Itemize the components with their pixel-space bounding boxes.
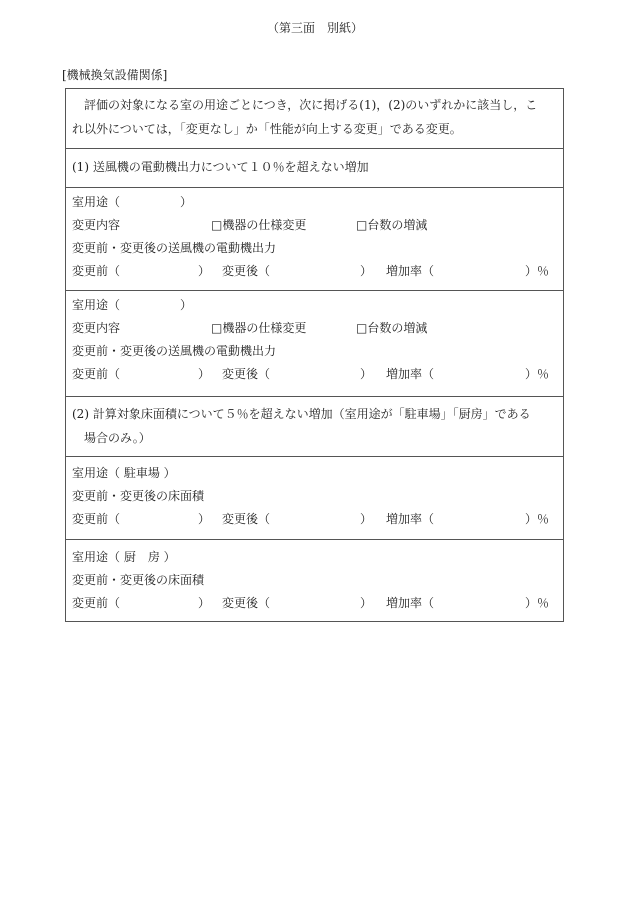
percent-suffix: ）％ — [525, 264, 550, 278]
paren: ） — [198, 367, 211, 381]
paren: ） — [360, 264, 373, 278]
page-title: （第三面 別紙） — [266, 21, 363, 35]
area-block-kitchen — [66, 539, 563, 621]
change-content-line — [72, 217, 552, 233]
change-content-label: 変更内容 — [72, 218, 121, 232]
paren: ） — [360, 596, 373, 610]
paren: ） — [198, 512, 211, 526]
sub-label: 変更前・変更後の送風機の電動機出力 — [72, 344, 277, 358]
form-table — [65, 88, 564, 622]
room-use-label: 室用途（ 厨 房 ） — [72, 550, 176, 564]
percent-suffix: ）％ — [525, 596, 550, 610]
before-field[interactable]: 変更前（ — [72, 596, 121, 610]
sub-label: 変更前・変更後の送風機の電動機出力 — [72, 241, 277, 255]
values-line — [72, 263, 552, 279]
room-use-field[interactable]: 室用途（ ） — [72, 195, 193, 209]
spec-change-checkbox[interactable]: □機器の仕様変更 — [211, 321, 307, 335]
area-block-parking — [66, 456, 563, 539]
after-field[interactable]: 変更後（ — [222, 264, 271, 278]
fan-block — [66, 187, 563, 290]
condition-1-text: (1) 送風機の電動機出力について１０％を超えない増加 — [72, 160, 369, 174]
condition-2-text: 場合のみ。） — [72, 431, 151, 445]
intro-line: 評価の対象になる室の用途ごとにつき，次に掲げる(1)，(2)のいずれかに該当し，こ — [72, 98, 538, 112]
percent-suffix: ）％ — [525, 367, 550, 381]
change-content-label: 変更内容 — [72, 321, 121, 335]
rate-field[interactable]: 増加率（ — [386, 264, 435, 278]
section-heading: [機械換気設備関係] — [62, 68, 168, 82]
paren: ） — [198, 264, 211, 278]
spec-change-checkbox[interactable]: □機器の仕様変更 — [211, 218, 307, 232]
unit-count-checkbox[interactable]: □台数の増減 — [356, 218, 428, 232]
unit-count-checkbox[interactable]: □台数の増減 — [356, 321, 428, 335]
before-field[interactable]: 変更前（ — [72, 264, 121, 278]
values-line — [72, 366, 552, 382]
after-field[interactable]: 変更後（ — [222, 596, 271, 610]
intro-line: れ以外については，「変更なし」か「性能が向上する変更」である変更。 — [72, 122, 462, 136]
condition-2-text: (2) 計算対象床面積について５％を超えない増加（室用途が「駐車場」「厨房」である — [72, 407, 531, 421]
change-content-line — [72, 320, 552, 336]
values-line — [72, 595, 552, 611]
after-field[interactable]: 変更後（ — [222, 367, 271, 381]
before-field[interactable]: 変更前（ — [72, 512, 121, 526]
paren: ） — [360, 512, 373, 526]
paren: ） — [360, 367, 373, 381]
sub-label: 変更前・変更後の床面積 — [72, 573, 205, 587]
intro-row — [66, 89, 563, 148]
condition-2-row — [66, 396, 563, 456]
paren: ） — [198, 596, 211, 610]
room-use-label: 室用途（ 駐車場 ） — [72, 466, 176, 480]
room-use-field[interactable]: 室用途（ ） — [72, 298, 193, 312]
rate-field[interactable]: 増加率（ — [386, 596, 435, 610]
condition-1-row — [66, 148, 563, 187]
values-line — [72, 511, 552, 527]
after-field[interactable]: 変更後（ — [222, 512, 271, 526]
rate-field[interactable]: 増加率（ — [386, 367, 435, 381]
fan-block — [66, 290, 563, 396]
rate-field[interactable]: 増加率（ — [386, 512, 435, 526]
before-field[interactable]: 変更前（ — [72, 367, 121, 381]
percent-suffix: ）％ — [525, 512, 550, 526]
sub-label: 変更前・変更後の床面積 — [72, 489, 205, 503]
